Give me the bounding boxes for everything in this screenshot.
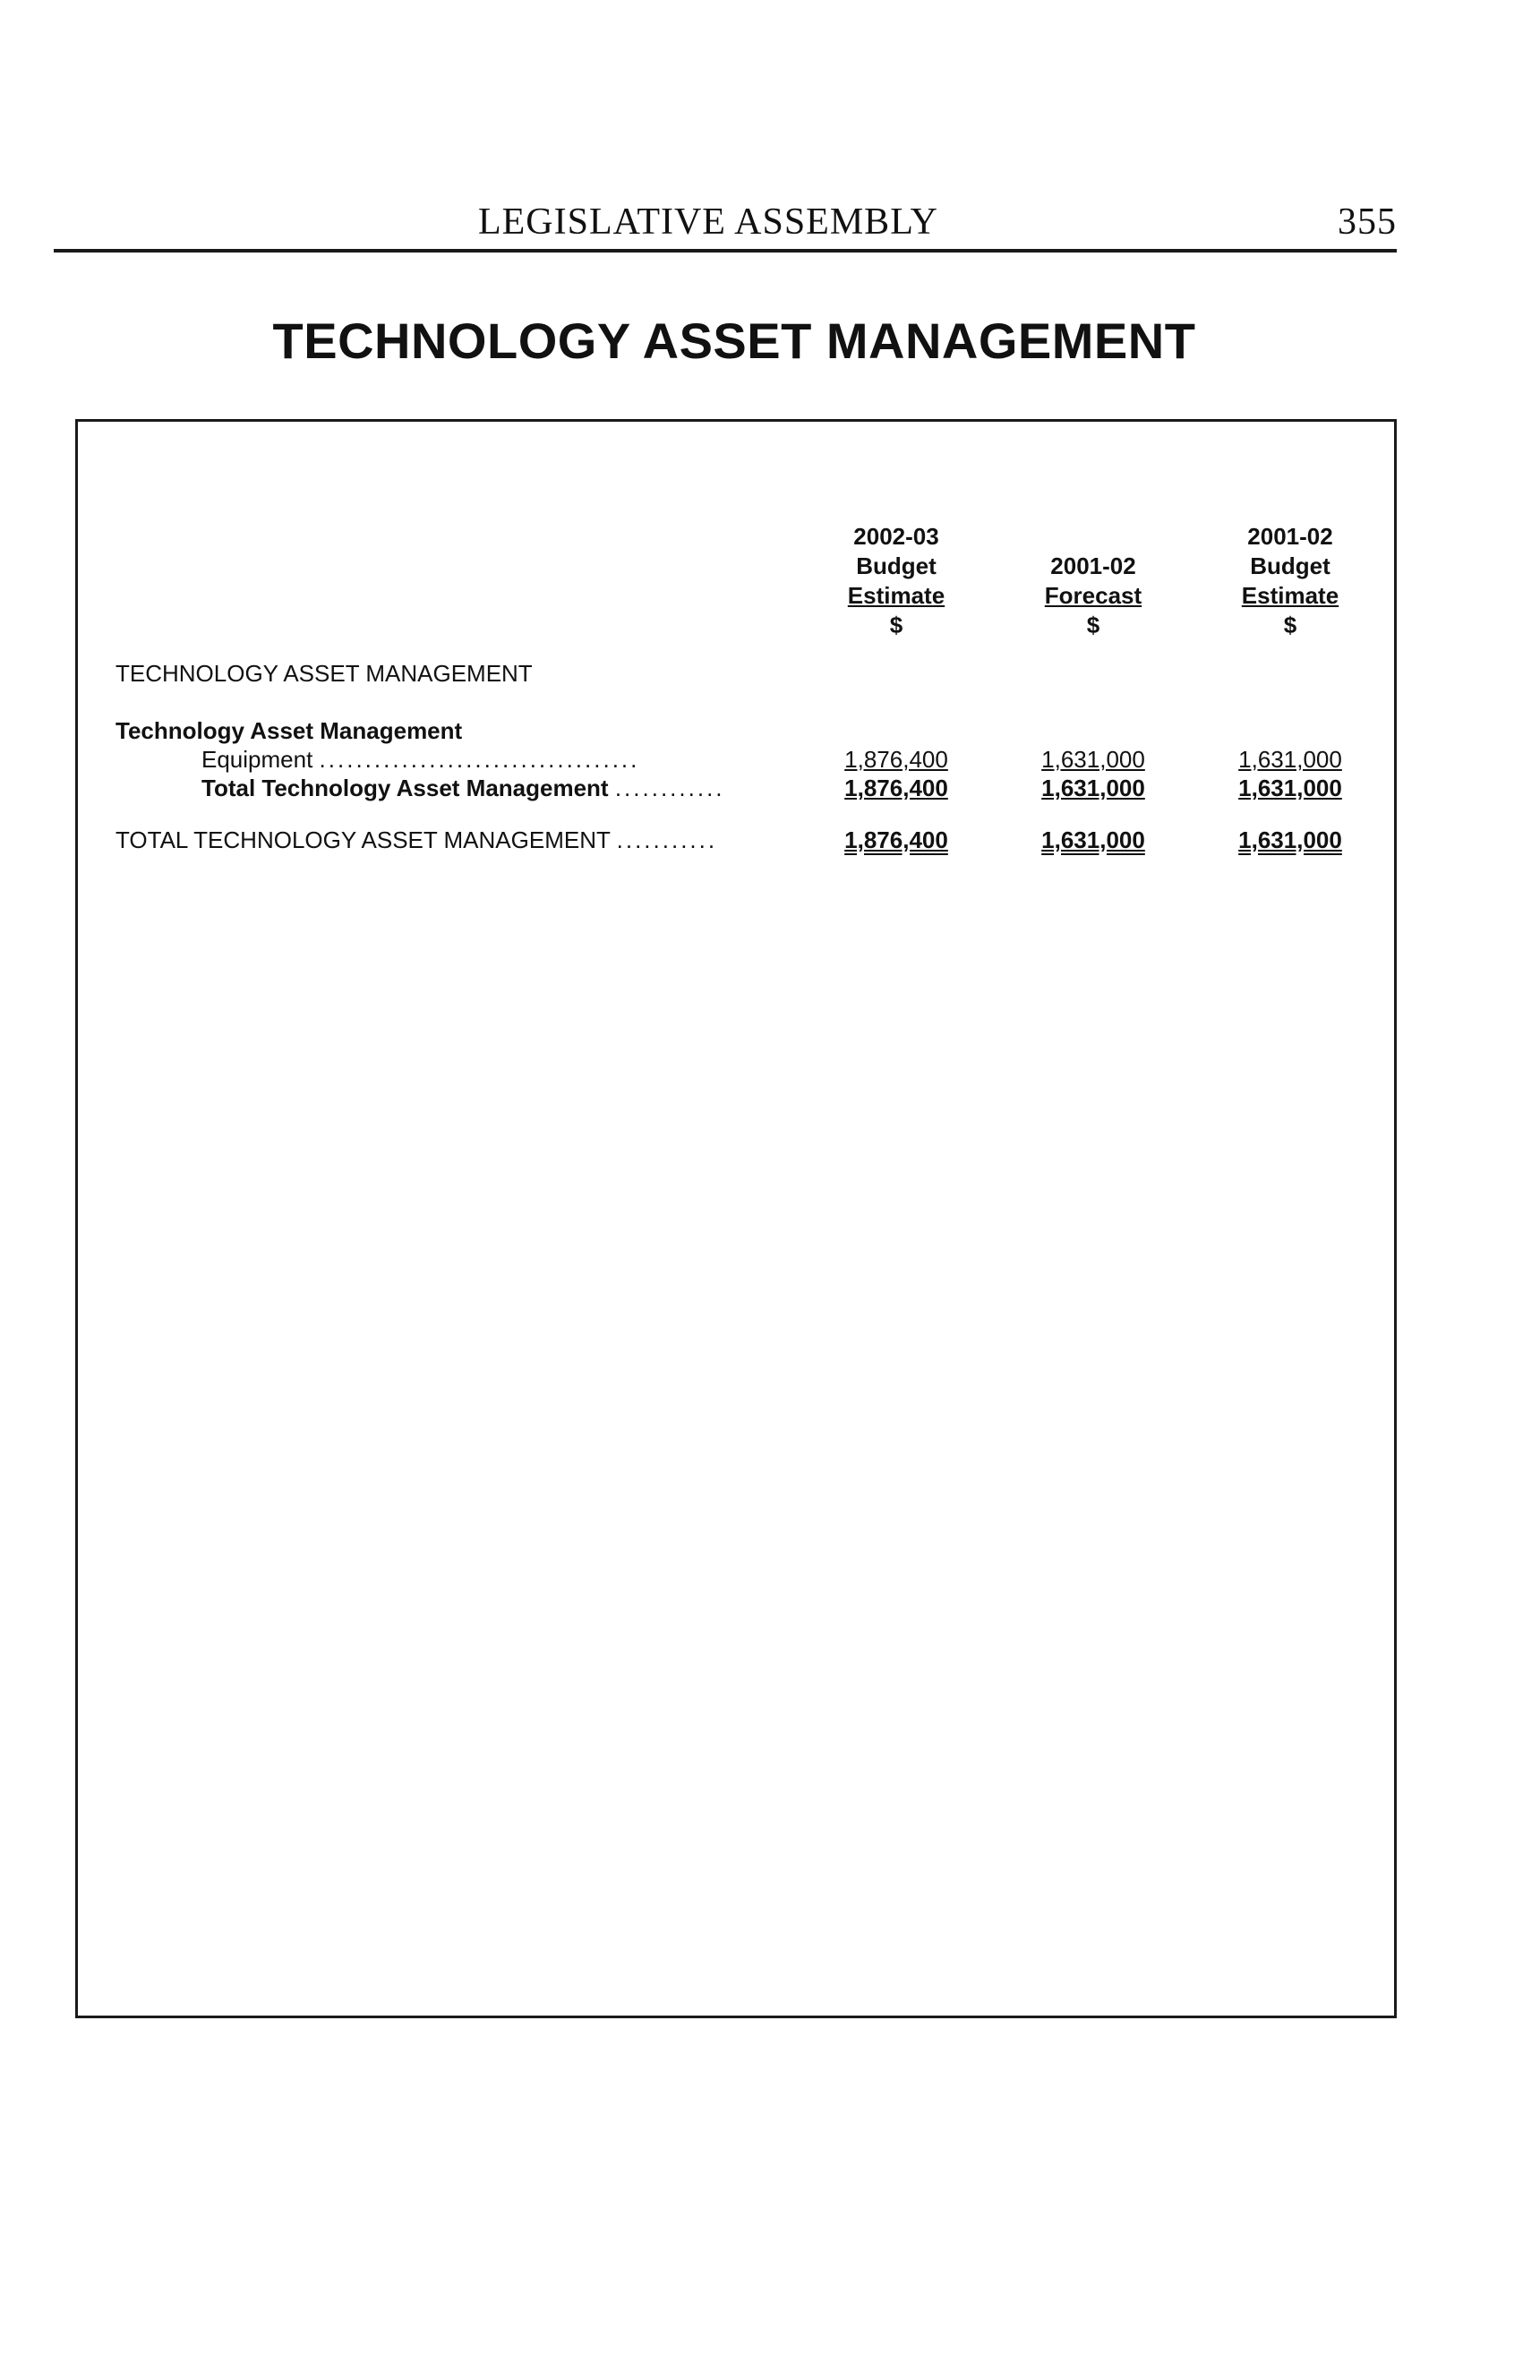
equipment-amount-2002-03: 1,876,400 — [844, 746, 948, 773]
column-header-line2: Budget — [1250, 552, 1330, 579]
grand-total-amount-forecast: 1,631,000 — [1041, 826, 1145, 853]
grand-total-label: TOTAL TECHNOLOGY ASSET MANAGEMENT — [116, 826, 611, 853]
column-header-line1 — [995, 522, 1192, 552]
grand-total-amount-2002-03: 1,876,400 — [844, 826, 948, 853]
line-item-label: Equipment — [201, 746, 313, 773]
column-header-line1: 2002-03 — [853, 523, 939, 550]
page-number: 355 — [1338, 201, 1397, 243]
column-header-line2: 2001-02 — [1050, 552, 1136, 579]
dot-leader: ........... — [616, 826, 718, 853]
dot-leader: ................................... — [319, 746, 640, 773]
grand-total-amount-2001-02: 1,631,000 — [1238, 826, 1342, 853]
subtotal-amount-2002-03: 1,876,400 — [844, 775, 948, 801]
column-header-line3: Estimate — [1241, 582, 1339, 609]
section-heading: TECHNOLOGY ASSET MANAGEMENT — [116, 660, 533, 687]
column-header-line2: Budget — [856, 552, 937, 579]
line-item-equipment — [201, 746, 639, 774]
subtotal-amount-2001-02: 1,631,000 — [1238, 775, 1342, 801]
subtotal-label: Total Technology Asset Management — [201, 775, 609, 801]
column-header-forecast-2001-02 — [995, 522, 1192, 640]
grand-total-row — [116, 826, 717, 854]
estimates-frame — [75, 419, 1397, 2018]
column-header-line1: 2001-02 — [1247, 523, 1333, 550]
column-header-line3: Forecast — [1044, 582, 1142, 609]
dot-leader: ............ — [614, 775, 725, 801]
equipment-amount-forecast: 1,631,000 — [1041, 746, 1145, 773]
running-title: LEGISLATIVE ASSEMBLY — [478, 201, 938, 243]
subtotal-row — [201, 775, 725, 802]
document-title: TECHNOLOGY ASSET MANAGEMENT — [272, 312, 1196, 369]
running-header — [54, 195, 1397, 253]
column-header-currency: $ — [1086, 612, 1100, 638]
column-header-budget-estimate-2002-03 — [798, 522, 995, 640]
equipment-amount-2001-02: 1,631,000 — [1238, 746, 1342, 773]
program-heading: Technology Asset Management — [116, 717, 463, 744]
column-header-line3: Estimate — [847, 582, 945, 609]
column-header-currency: $ — [1283, 612, 1297, 638]
column-header-currency: $ — [889, 612, 903, 638]
column-header-budget-estimate-2001-02 — [1192, 522, 1389, 640]
subtotal-amount-forecast: 1,631,000 — [1041, 775, 1145, 801]
